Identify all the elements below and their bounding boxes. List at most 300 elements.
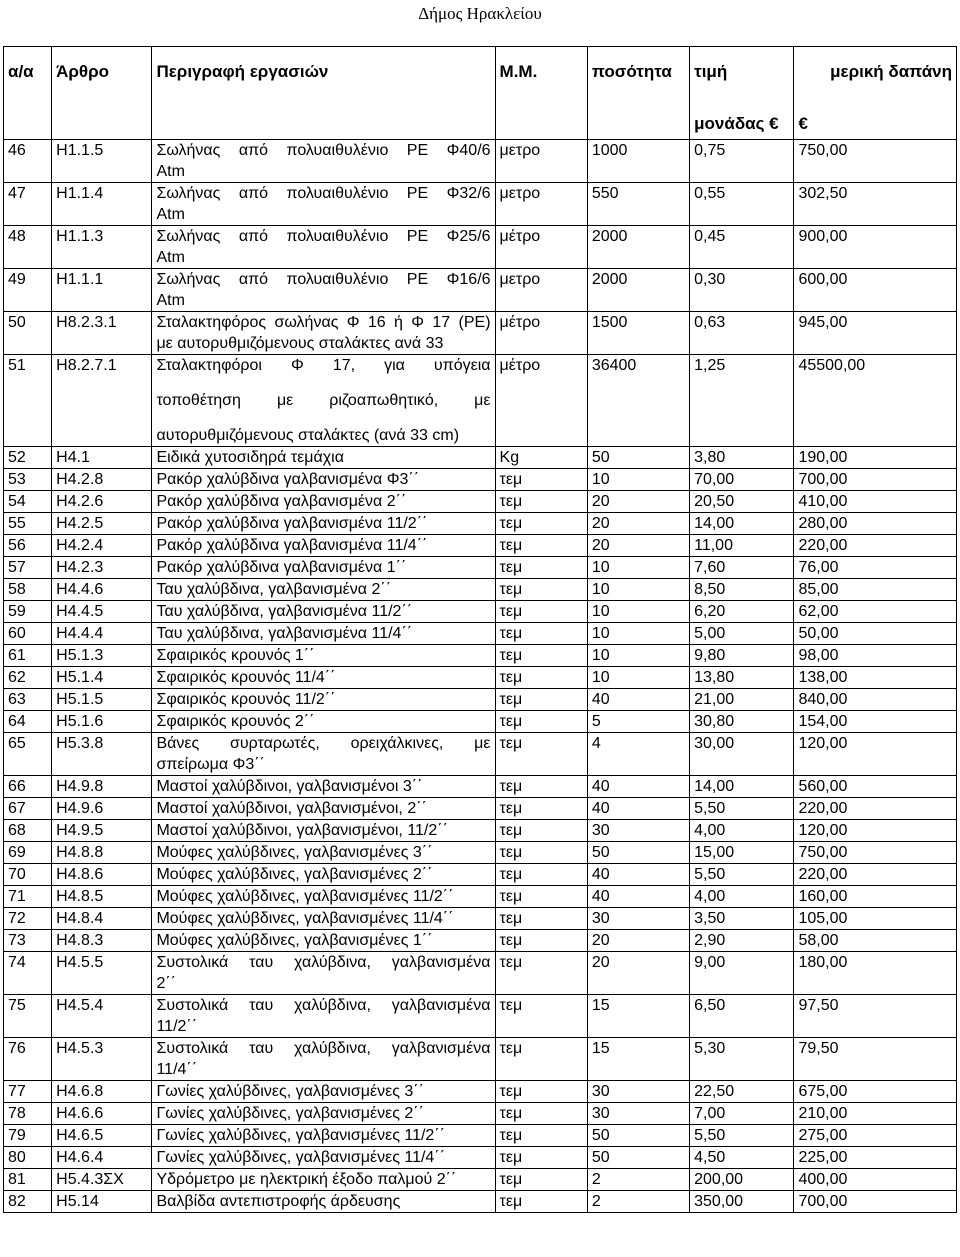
col-header-qty: ποσότητα — [587, 47, 689, 110]
cell-unit: τεμ — [495, 623, 587, 645]
cell-desc-line: Βαλβίδα αντεπιστροφής άρδευσης — [156, 1193, 401, 1210]
cell-cost: 180,00 — [794, 952, 957, 995]
cell-art: Η4.2.3 — [52, 557, 152, 579]
cell-price: 200,00 — [690, 1169, 794, 1191]
cell-desc-line: Σωλήνας από πολυαιθυλένιο PE Φ16/6 — [156, 271, 491, 288]
cell-num: 68 — [4, 820, 52, 842]
cell-qty: 2 — [587, 1169, 689, 1191]
cell-qty: 20 — [587, 513, 689, 535]
cell-price: 3,80 — [690, 447, 794, 469]
cell-qty: 1500 — [587, 312, 689, 355]
cell-price: 3,50 — [690, 908, 794, 930]
table-row — [4, 995, 957, 1038]
cell-unit: Kg — [495, 447, 587, 469]
cell-unit: μετρο — [495, 183, 587, 226]
cell-art: Η5.3.8 — [52, 733, 152, 776]
cell-desc — [152, 776, 495, 798]
cell-desc-line: Συστολικά ταυ χαλύβδινα, γαλβανισμένα — [156, 954, 491, 971]
table-row — [4, 140, 957, 183]
cell-cost: 945,00 — [794, 312, 957, 355]
cell-unit: τεμ — [495, 1169, 587, 1191]
table-row — [4, 1081, 957, 1103]
cell-desc-line: Ταυ χαλύβδινα, γαλβανισμένα 11/4΄΄ — [156, 625, 413, 642]
cell-qty: 15 — [587, 995, 689, 1038]
cell-num: 79 — [4, 1125, 52, 1147]
cell-unit: τεμ — [495, 952, 587, 995]
cell-price: 0,30 — [690, 269, 794, 312]
cell-price: 11,00 — [690, 535, 794, 557]
cell-qty: 30 — [587, 1081, 689, 1103]
cell-cost: 120,00 — [794, 820, 957, 842]
cell-desc — [152, 645, 495, 667]
cell-desc-line: Atm — [156, 249, 185, 266]
cell-desc-line: Σταλακτηφόρος σωλήνας Φ 16 ή Φ 17 (PE) — [156, 314, 491, 331]
table-row — [4, 579, 957, 601]
cell-art: Η4.8.5 — [52, 886, 152, 908]
cell-art: Η4.4.5 — [52, 601, 152, 623]
cell-art: Η4.9.5 — [52, 820, 152, 842]
cell-desc-line: Βάνες συρταρωτές, ορειχάλκινες, με — [156, 735, 491, 752]
table-row — [4, 776, 957, 798]
cell-art: Η5.14 — [52, 1191, 152, 1213]
cell-price: 7,00 — [690, 1103, 794, 1125]
cell-art: Η4.2.4 — [52, 535, 152, 557]
cell-desc-line: Atm — [156, 163, 185, 180]
cell-cost: 62,00 — [794, 601, 957, 623]
cell-desc — [152, 1169, 495, 1191]
cell-art: Η4.2.8 — [52, 469, 152, 491]
cell-art: Η4.6.6 — [52, 1103, 152, 1125]
cell-art: Η4.6.8 — [52, 1081, 152, 1103]
cell-desc-line: Γωνίες χαλύβδινες, γαλβανισμένες 3΄΄ — [156, 1083, 424, 1100]
cell-unit: μετρο — [495, 269, 587, 312]
cell-desc-line: Μαστοί χαλύβδινοι, γαλβανισμένοι, 2΄΄ — [156, 800, 427, 817]
cell-art: Η4.2.5 — [52, 513, 152, 535]
cell-price: 15,00 — [690, 842, 794, 864]
cell-price: 9,80 — [690, 645, 794, 667]
table-row — [4, 557, 957, 579]
cell-price: 13,80 — [690, 667, 794, 689]
cell-cost: 97,50 — [794, 995, 957, 1038]
cell-price: 350,00 — [690, 1191, 794, 1213]
cell-qty: 2 — [587, 1191, 689, 1213]
cell-num: 47 — [4, 183, 52, 226]
table-row — [4, 355, 957, 447]
cell-num: 66 — [4, 776, 52, 798]
cell-desc-line: Γωνίες χαλύβδινες, γαλβανισμένες 11/4΄΄ — [156, 1149, 445, 1166]
cell-unit: τεμ — [495, 513, 587, 535]
cell-desc-line: τοποθέτηση με ριζοαπωθητικό, με — [156, 392, 491, 409]
cell-qty: 20 — [587, 535, 689, 557]
table-row — [4, 269, 957, 312]
cell-num: 51 — [4, 355, 52, 447]
cell-art: Η4.9.8 — [52, 776, 152, 798]
cell-num: 81 — [4, 1169, 52, 1191]
col-header-desc: Περιγραφή εργασιών — [152, 47, 495, 110]
cell-desc-line: Μούφες χαλύβδινες, γαλβανισμένες 1΄΄ — [156, 932, 433, 949]
cell-art: Η4.2.6 — [52, 491, 152, 513]
cell-unit: τεμ — [495, 733, 587, 776]
cell-cost: 120,00 — [794, 733, 957, 776]
cell-qty: 1000 — [587, 140, 689, 183]
cell-desc — [152, 1038, 495, 1081]
cell-num: 82 — [4, 1191, 52, 1213]
cell-qty: 40 — [587, 776, 689, 798]
cell-desc — [152, 623, 495, 645]
cell-qty: 50 — [587, 1125, 689, 1147]
cell-cost: 560,00 — [794, 776, 957, 798]
cell-cost: 45500,00 — [794, 355, 957, 447]
col-header-unit: Μ.Μ. — [495, 47, 587, 110]
cell-qty: 30 — [587, 1103, 689, 1125]
table-row — [4, 842, 957, 864]
cell-price: 5,50 — [690, 1125, 794, 1147]
table-row — [4, 1191, 957, 1213]
col-header-cost: μερική δαπάνη — [794, 47, 957, 110]
cell-unit: τεμ — [495, 776, 587, 798]
cell-cost: 160,00 — [794, 886, 957, 908]
cell-num: 73 — [4, 930, 52, 952]
cell-art: Η4.6.4 — [52, 1147, 152, 1169]
cell-desc-line: Ρακόρ χαλύβδινα γαλβανισμένα 2΄΄ — [156, 493, 407, 510]
cell-desc-line: Atm — [156, 292, 185, 309]
table-row — [4, 908, 957, 930]
cell-num: 62 — [4, 667, 52, 689]
cell-unit: τεμ — [495, 535, 587, 557]
cell-qty: 30 — [587, 820, 689, 842]
cell-desc-line: 2΄΄ — [156, 975, 177, 992]
table-row — [4, 312, 957, 355]
cell-unit: τεμ — [495, 1081, 587, 1103]
table-header-row-2 — [4, 109, 957, 140]
cell-unit: τεμ — [495, 820, 587, 842]
cell-art: Η4.8.3 — [52, 930, 152, 952]
cell-price: 2,90 — [690, 930, 794, 952]
cell-unit: μέτρο — [495, 226, 587, 269]
cell-price: 22,50 — [690, 1081, 794, 1103]
cell-num: 55 — [4, 513, 52, 535]
cell-qty: 10 — [587, 601, 689, 623]
table-row — [4, 667, 957, 689]
cell-art: Η4.8.6 — [52, 864, 152, 886]
cell-art: Η4.5.4 — [52, 995, 152, 1038]
cell-unit: τεμ — [495, 711, 587, 733]
cell-price: 0,63 — [690, 312, 794, 355]
cell-price: 9,00 — [690, 952, 794, 995]
cell-desc — [152, 1081, 495, 1103]
cell-desc — [152, 952, 495, 995]
table-row — [4, 183, 957, 226]
table-row — [4, 864, 957, 886]
cell-art: Η5.4.3ΣΧ — [52, 1169, 152, 1191]
table-row — [4, 1169, 957, 1191]
cell-art: Η1.1.3 — [52, 226, 152, 269]
cell-art: Η5.1.5 — [52, 689, 152, 711]
cell-art: Η4.6.5 — [52, 1125, 152, 1147]
cell-num: 52 — [4, 447, 52, 469]
cell-art: Η4.5.3 — [52, 1038, 152, 1081]
cell-qty: 40 — [587, 689, 689, 711]
cell-qty: 40 — [587, 798, 689, 820]
cell-qty: 15 — [587, 1038, 689, 1081]
cell-cost: 220,00 — [794, 535, 957, 557]
cell-art: Η5.1.6 — [52, 711, 152, 733]
cell-desc — [152, 1125, 495, 1147]
cell-num: 48 — [4, 226, 52, 269]
cell-unit: τεμ — [495, 908, 587, 930]
cell-desc — [152, 908, 495, 930]
cell-desc-line: Σφαιρικός κρουνός 2΄΄ — [156, 713, 315, 730]
cell-art: Η4.1 — [52, 447, 152, 469]
cell-unit: τεμ — [495, 491, 587, 513]
table-header-row — [4, 47, 957, 110]
col-header-num: α/α — [4, 47, 52, 110]
cell-desc — [152, 930, 495, 952]
cell-num: 78 — [4, 1103, 52, 1125]
cell-price: 5,00 — [690, 623, 794, 645]
cell-unit: τεμ — [495, 798, 587, 820]
cell-desc-line: Σωλήνας από πολυαιθυλένιο PE Φ40/6 — [156, 142, 491, 159]
cell-num: 60 — [4, 623, 52, 645]
cell-cost: 220,00 — [794, 798, 957, 820]
cell-price: 14,00 — [690, 513, 794, 535]
cell-price: 6,20 — [690, 601, 794, 623]
col-header-price-unit: μονάδας € — [690, 109, 794, 140]
table-row — [4, 447, 957, 469]
cell-unit: μετρο — [495, 140, 587, 183]
cell-cost: 58,00 — [794, 930, 957, 952]
cell-num: 54 — [4, 491, 52, 513]
cell-desc-line: με αυτορυθμιζόμενους σταλάκτες ανά 33 — [156, 335, 444, 352]
cell-cost: 700,00 — [794, 1191, 957, 1213]
cell-desc — [152, 447, 495, 469]
cell-cost: 675,00 — [794, 1081, 957, 1103]
cell-unit: τεμ — [495, 995, 587, 1038]
cell-desc-line: Ειδικά χυτοσιδηρά τεμάχια — [156, 449, 344, 466]
cell-unit: τεμ — [495, 689, 587, 711]
cell-art: Η1.1.1 — [52, 269, 152, 312]
cell-art: Η4.4.6 — [52, 579, 152, 601]
cell-desc-line: Μούφες χαλύβδινες, γαλβανισμένες 2΄΄ — [156, 866, 433, 883]
cell-unit: τεμ — [495, 1191, 587, 1213]
cell-desc — [152, 535, 495, 557]
cell-desc-line: Ταυ χαλύβδινα, γαλβανισμένα 11/2΄΄ — [156, 603, 413, 620]
cell-desc-line: Ρακόρ χαλύβδινα γαλβανισμένα 11/4΄΄ — [156, 537, 428, 554]
cell-qty: 50 — [587, 842, 689, 864]
cell-art: Η5.1.4 — [52, 667, 152, 689]
cell-qty: 5 — [587, 711, 689, 733]
cell-num: 59 — [4, 601, 52, 623]
cell-desc-line: Υδρόμετρο με ηλεκτρική έξοδο παλμού 2΄΄ — [156, 1171, 457, 1188]
cell-unit: τεμ — [495, 842, 587, 864]
cell-num: 77 — [4, 1081, 52, 1103]
cell-desc — [152, 864, 495, 886]
cell-art: Η4.8.4 — [52, 908, 152, 930]
cell-desc — [152, 140, 495, 183]
cell-desc-line: Ταυ χαλύβδινα, γαλβανισμένα 2΄΄ — [156, 581, 392, 598]
cell-desc — [152, 820, 495, 842]
cell-cost: 700,00 — [794, 469, 957, 491]
cell-desc — [152, 689, 495, 711]
cell-num: 46 — [4, 140, 52, 183]
cell-price: 1,25 — [690, 355, 794, 447]
cell-art: Η4.9.6 — [52, 798, 152, 820]
cell-desc — [152, 513, 495, 535]
cell-desc-line: Σφαιρικός κρουνός 11/2΄΄ — [156, 691, 336, 708]
cell-desc-line: 11/2΄΄ — [156, 1018, 198, 1035]
cell-num: 71 — [4, 886, 52, 908]
cell-unit: τεμ — [495, 1038, 587, 1081]
cell-desc — [152, 355, 495, 447]
cell-unit: τεμ — [495, 645, 587, 667]
cell-price: 0,75 — [690, 140, 794, 183]
cell-num: 67 — [4, 798, 52, 820]
cell-desc — [152, 1147, 495, 1169]
table-row — [4, 623, 957, 645]
table-row — [4, 469, 957, 491]
cell-desc — [152, 183, 495, 226]
cell-unit: τεμ — [495, 886, 587, 908]
col-header-price: τιμή — [690, 47, 794, 110]
cell-art: Η1.1.4 — [52, 183, 152, 226]
cell-desc-line: Ρακόρ χαλύβδινα γαλβανισμένα 1΄΄ — [156, 559, 407, 576]
cell-desc — [152, 842, 495, 864]
cell-desc — [152, 269, 495, 312]
cell-cost: 840,00 — [794, 689, 957, 711]
cell-cost: 410,00 — [794, 491, 957, 513]
cell-desc — [152, 601, 495, 623]
cell-price: 30,80 — [690, 711, 794, 733]
cell-desc — [152, 312, 495, 355]
cell-cost: 138,00 — [794, 667, 957, 689]
cell-desc-line: Συστολικά ταυ χαλύβδινα, γαλβανισμένα — [156, 1040, 491, 1057]
cell-cost: 280,00 — [794, 513, 957, 535]
cell-art: Η4.4.4 — [52, 623, 152, 645]
table-row — [4, 952, 957, 995]
cell-qty: 10 — [587, 645, 689, 667]
cell-price: 21,00 — [690, 689, 794, 711]
cell-unit: τεμ — [495, 469, 587, 491]
table-row — [4, 491, 957, 513]
cell-num: 56 — [4, 535, 52, 557]
cell-price: 4,00 — [690, 820, 794, 842]
cell-desc — [152, 886, 495, 908]
cell-desc-line: σπείρωμα Φ3΄΄ — [156, 756, 265, 773]
cell-desc — [152, 1191, 495, 1213]
cell-desc — [152, 579, 495, 601]
cell-art: Η8.2.3.1 — [52, 312, 152, 355]
cell-cost: 220,00 — [794, 864, 957, 886]
cell-price: 0,55 — [690, 183, 794, 226]
cell-art: Η8.2.7.1 — [52, 355, 152, 447]
cell-price: 0,45 — [690, 226, 794, 269]
cell-cost: 210,00 — [794, 1103, 957, 1125]
cell-desc — [152, 995, 495, 1038]
cell-price: 7,60 — [690, 557, 794, 579]
cell-qty: 10 — [587, 623, 689, 645]
cell-cost: 275,00 — [794, 1125, 957, 1147]
cell-price: 30,00 — [690, 733, 794, 776]
cell-num: 58 — [4, 579, 52, 601]
cell-num: 74 — [4, 952, 52, 995]
cell-cost: 85,00 — [794, 579, 957, 601]
cell-unit: τεμ — [495, 579, 587, 601]
cell-cost: 750,00 — [794, 140, 957, 183]
cell-cost: 900,00 — [794, 226, 957, 269]
cell-qty: 20 — [587, 952, 689, 995]
cell-desc-line: Μούφες χαλύβδινες, γαλβανισμένες 11/4΄΄ — [156, 910, 454, 927]
cell-desc-line: Σωλήνας από πολυαιθυλένιο PE Φ32/6 — [156, 185, 491, 202]
table-row — [4, 1038, 957, 1081]
cell-num: 53 — [4, 469, 52, 491]
cell-cost: 98,00 — [794, 645, 957, 667]
cell-cost: 600,00 — [794, 269, 957, 312]
cell-desc-line: αυτορυθμιζόμενους σταλάκτες (ανά 33 cm) — [156, 427, 460, 444]
cell-desc — [152, 226, 495, 269]
cell-qty: 10 — [587, 579, 689, 601]
cell-art: Η1.1.5 — [52, 140, 152, 183]
cell-qty: 10 — [587, 557, 689, 579]
cell-desc — [152, 798, 495, 820]
cell-cost: 76,00 — [794, 557, 957, 579]
table-row — [4, 645, 957, 667]
cell-desc-line: Ρακόρ χαλύβδινα γαλβανισμένα 11/2΄΄ — [156, 515, 428, 532]
cell-qty: 2000 — [587, 269, 689, 312]
table-row — [4, 1147, 957, 1169]
cell-price: 8,50 — [690, 579, 794, 601]
cell-qty: 10 — [587, 469, 689, 491]
cell-qty: 4 — [587, 733, 689, 776]
cell-desc — [152, 491, 495, 513]
cell-unit: τεμ — [495, 667, 587, 689]
cell-qty: 40 — [587, 886, 689, 908]
cell-price: 6,50 — [690, 995, 794, 1038]
table-row — [4, 1125, 957, 1147]
cell-desc-line: Μαστοί χαλύβδινοι, γαλβανισμένοι, 11/2΄΄ — [156, 822, 448, 839]
cell-price: 20,50 — [690, 491, 794, 513]
cell-desc — [152, 711, 495, 733]
cell-unit: τεμ — [495, 930, 587, 952]
cell-num: 61 — [4, 645, 52, 667]
cell-cost: 154,00 — [794, 711, 957, 733]
cell-qty: 550 — [587, 183, 689, 226]
cell-cost: 105,00 — [794, 908, 957, 930]
cell-price: 4,00 — [690, 886, 794, 908]
table-row — [4, 535, 957, 557]
cell-cost: 190,00 — [794, 447, 957, 469]
cell-art: Η4.8.8 — [52, 842, 152, 864]
col-header-article: Άρθρο — [52, 47, 152, 110]
cell-desc-line: Σωλήνας από πολυαιθυλένιο PE Φ25/6 — [156, 228, 491, 245]
cell-num: 49 — [4, 269, 52, 312]
cell-desc-line: Ρακόρ χαλύβδινα γαλβανισμένα Φ3΄΄ — [156, 471, 420, 488]
cell-unit: μέτρο — [495, 355, 587, 447]
table-row — [4, 711, 957, 733]
cell-price: 70,00 — [690, 469, 794, 491]
table-row — [4, 689, 957, 711]
cell-desc-line: Γωνίες χαλύβδινες, γαλβανισμένες 11/2΄΄ — [156, 1127, 445, 1144]
cell-qty: 10 — [587, 667, 689, 689]
cell-cost: 79,50 — [794, 1038, 957, 1081]
cell-num: 76 — [4, 1038, 52, 1081]
cell-desc-line: Μούφες χαλύβδινες, γαλβανισμένες 11/2΄΄ — [156, 888, 454, 905]
table-row — [4, 1103, 957, 1125]
cell-desc-line: Γωνίες χαλύβδινες, γαλβανισμένες 2΄΄ — [156, 1105, 424, 1122]
cell-art: Η4.5.5 — [52, 952, 152, 995]
cell-qty: 50 — [587, 447, 689, 469]
table-row — [4, 798, 957, 820]
cell-desc-line: Σταλακτηφόροι Φ 17, για υπόγεια — [156, 357, 491, 374]
